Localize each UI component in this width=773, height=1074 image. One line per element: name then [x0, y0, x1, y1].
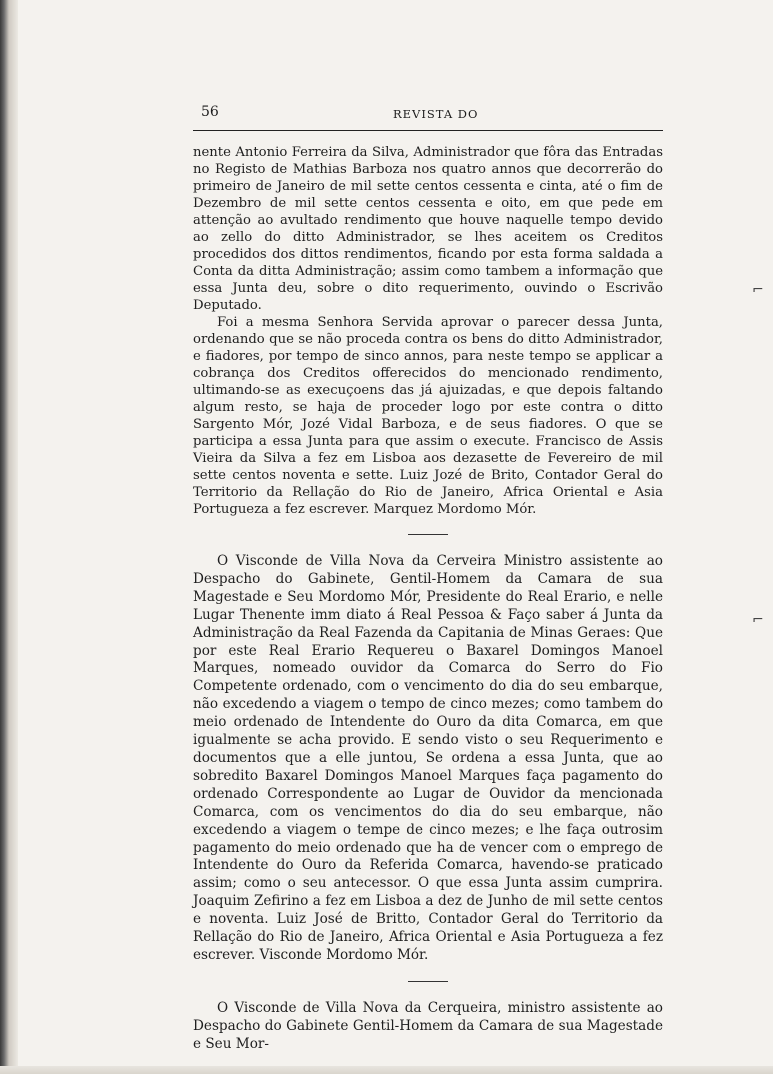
paragraph-continued: nente Antonio Ferreira da Silva, Administrador que fôra das Entradas no Registo de Mathias Barboza nos quatro annos que decorrerão do primeiro de Janeiro de mil sette centos cessenta e cinta, até o fim de Dezembro de mil sette centos cessenta e oito, em que pede em attenção ao avultado rendimento que houve naquelle tempo devido ao zello do ditto Administrador, se lhes aceitem os Creditos procedidos dos dittos rendimentos, ficando por esta forma saldada a Conta da ditta Administração; assim como tambem a informação que essa Junta deu, sobre o dito requerimento, ouvindo o Escrivão Deputado.: [193, 145, 663, 313]
text-column: [193, 144, 663, 1054]
margin-mark-bottom: ⌐: [752, 612, 764, 628]
paragraph-order: Foi a mesma Senhora Servida aprovar o parecer dessa Junta, ordenando que se não proceda contra os bens do ditto Administrador, e fiadores, por tempo de sinco annos, para neste tempo se applicar a cobrança dos Creditos offerecidos do mencionado rendimento, ultimando-se as execuçoens das já ajuizadas, e que depois faltando algum resto, se haja de proceder logo por este contra o ditto Sargento Mór, Jozé Vidal Barboza, e de seus fiadores. O que se participa a essa Junta para que assim o execute. Francisco de Assis Vieira da Silva a fez em Lisboa aos dezasette de Fevereiro de mil sette centos noventa e sette. Luiz Jozé de Brito, Contador Geral do Territorio da Rellação do Rio de Janeiro, Africa Oriental e Asia Portugueza a fez escrever. Marquez Mordomo Mór.: [193, 315, 663, 517]
paragraph-next-document: O Visconde de Villa Nova da Cerqueira, ministro assistente ao Despacho do Gabinete Gentil-Homem da Camara de sua Magestade e Seu Mor-: [193, 999, 663, 1052]
page-number: 56: [201, 104, 219, 120]
section-separator: [408, 534, 448, 535]
paragraph-document: O Visconde de Villa Nova da Cerveira Ministro assistente ao Despacho do Gabinete, Gentil-Homem da Camara de sua Magestade e Seu Mordomo Mór, Presidente do Real Erario, e nelle Lugar Thenente imm diato á Real Pessoa & Faço saber á Junta da Administração da Real Fazenda da Capitania de Minas Geraes: Que por este Real Erario Requereu o Baxarel Domingos Manoel Marques, nomeado ouvidor da Comarca do Serro do Fio Competente ordenado, com o vencimento do dia do seu embarque, não excedendo a viagem o tempo de cinco mezes; como tambem do meio ordenado de Intendente do Ouro da dita Comarca, em que igualmente se acha provido. E sendo visto o seu Requerimento e documentos que a elle juntou, Se ordena a essa Junta, que ao sobredito Baxarel Domingos Manoel Marques faça pagamento do ordenado Correspondente ao Lugar de Ouvidor da mencionada Comarca, com os vencimentos do dia do seu embarque, não excedendo a viagem o tempe de cinco mezes; e lhe faça outrosim pagamento do meio ordenado que ha de vencer com o emprego de Intendente do Ouro da Referida Comarca, havendo-se praticado assim; como o seu antecessor. O que essa Junta assim cumprira. Joaquim Zefirino a fez em Lisboa a dez de Junho de mil sette centos e noventa. Luiz José de Britto, Contador Geral do Territorio da Rellação do Rio de Janeiro, Africa Oriental e Asia Portugueza a fez escrever. Visconde Mordomo Mór.: [193, 553, 663, 963]
margin-mark-top: ⌐: [752, 282, 764, 298]
section-separator-2: [408, 981, 448, 982]
scan-bottom-edge: [0, 1066, 773, 1074]
binding-edge: [0, 0, 18, 1074]
page-header: [193, 104, 663, 130]
running-head: REVISTA DO: [393, 107, 479, 121]
header-rule: [193, 130, 663, 131]
